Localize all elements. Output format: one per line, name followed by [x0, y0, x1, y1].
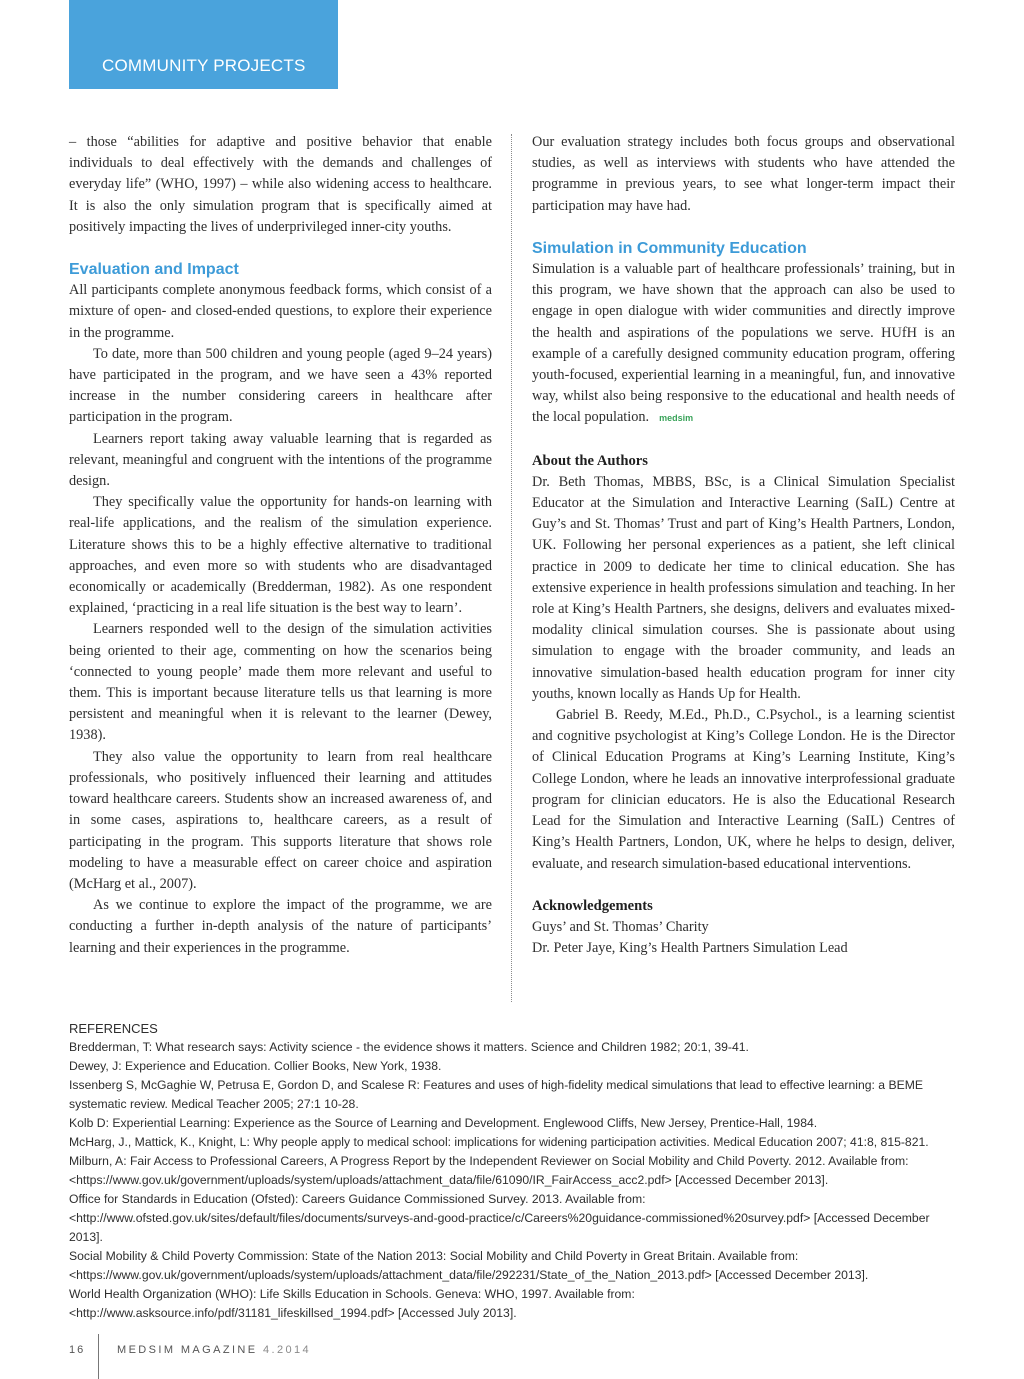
- reference-item: Milburn, A: Fair Access to Professional Careers, A Progress Report by the Independent Reviewer on Social Mobility and Child Poverty. 2012. Available from: <https://www.gov.uk/government/uploads/system/uploads/attachment_data/file/61090/IR_FairAccess_acc2.pdf> [Accessed December 2013].: [69, 1154, 909, 1187]
- reference-item: McHarg, J., Mattick, K., Knight, L: Why people apply to medical school: implications for widening participation activities. Medical Education 2007; 41:8, 815-821.: [69, 1135, 929, 1149]
- section-title: COMMUNITY PROJECTS: [102, 56, 306, 75]
- paragraph-text: Simulation is a valuable part of healthcare professionals’ training, but in this program, we have shown that the approach can also be used to engage in open dialogue with wider communities and directly improve the health and aspirations of the populations we serve. HUfH is an example of a carefully designed community education program, offering youth-focused, experiential learning in a meaningful, fun, and innovative way, whilst also being responsive to the educational and health needs of the local population.: [532, 261, 955, 426]
- paragraph: – those “abilities for adaptive and positive behavior that enable individuals to deal effectively with the demands and challenges of everyday life” (WHO, 1997) – while also widening access to healthcare. It is also the only simulation program that is specifically aimed at positively impacting the lives of underprivileged inner-city youths.: [69, 134, 492, 235]
- references-section: [69, 1019, 957, 1323]
- paragraph: Gabriel B. Reedy, M.Ed., Ph.D., C.Psychol., is a learning scientist and cognitive psychologist at King’s College London. He is the Director of Clinical Education Programs at King’s Learning Institute, King’s College London, where he leads an innovative interprofessional graduate program for clinician educators. He is also the Educational Research Lead for the Simulation and Interactive Learning (SaIL) Centres of King’s Health Partners, London, UK, where he helps to design, deliver, evaluate, and research simulation-based educational interventions.: [532, 707, 955, 872]
- reference-item: Social Mobility & Child Poverty Commission: State of the Nation 2013: Social Mobility and Child Poverty in Great Britain. Available from: <https://www.gov.uk/government/uploads/system/uploads/attachment_data/file/292231/State_of_the_Nation_2013.pdf> [Accessed December 2013].: [69, 1249, 869, 1282]
- heading-about-authors: About the Authors: [532, 452, 648, 469]
- reference-item: Kolb D: Experiential Learning: Experience as the Source of Learning and Development. Englewood Cliffs, New Jersey, Prentice-Hall, 1984.: [69, 1116, 818, 1130]
- paragraph: Learners report taking away valuable learning that is regarded as relevant, meaningful and congruent with the intentions of the programme design.: [69, 430, 492, 490]
- paragraph: All participants complete anonymous feedback forms, which consist of a mixture of open- and closed-ended questions, to explore their experience in the programme.: [69, 282, 492, 341]
- reference-item: Office for Standards in Education (Ofsted): Careers Guidance Commissioned Survey. 2013. Available from: <http://www.ofsted.gov.uk/sites/default/files/documents/surveys-and-good-practice/c/Careers%20guidance-commissioned%20survey.pdf> [Accessed December 2013].: [69, 1192, 930, 1244]
- paragraph: As we continue to explore the impact of the programme, we are conducting a further in-depth analysis of the nature of participants’ learning and their experiences in the programme.: [69, 897, 492, 956]
- paragraph: Our evaluation strategy includes both focus groups and observational studies, as well as interviews with students who have attended the programme in previous years, to see what longer-term impact their participation may have had.: [532, 134, 955, 214]
- magazine-footer: [117, 1344, 311, 1356]
- reference-item: World Health Organization (WHO): Life Skills Education in Schools. Geneva: WHO, 1997. Available from: <http://www.asksource.info/pdf/31181_lifeskillsed_1994.pdf> [Accessed July 2013].: [69, 1287, 635, 1320]
- paragraph: To date, more than 500 children and young people (aged 9–24 years) have participated in the program, and we have seen a 43% reported increase in the number considering careers in healthcare after participation in the program.: [69, 345, 492, 426]
- reference-item: Bredderman, T: What research says: Activity science - the evidence shows it matters. Science and Children 1982; 20:1, 39-41.: [69, 1040, 749, 1054]
- end-mark-logo: medsim: [659, 413, 694, 424]
- right-column: [532, 132, 955, 959]
- heading-evaluation-impact: Evaluation and Impact: [69, 261, 239, 279]
- footer-divider: [98, 1334, 99, 1379]
- references-title: REFERENCES: [69, 1021, 158, 1036]
- paragraph: Dr. Beth Thomas, MBBS, BSc, is a Clinical Simulation Specialist Educator at the Simulation and Interactive Learning (SaIL) Centre at Guy’s and St. Thomas’ Trust and part of King’s Health Partners, London, UK. Following her personal experiences as a patient, she left clinical practice in 2009 to dedicate her time to clinical education. She has extensive experience in health professions simulation and teaching. In her role at King’s Health Partners, she designs, delivers and evaluates mixed-modality clinical simulation courses. She is passionate about using simulation to engage with the broader community, and leads an innovative simulation-based health education program for inner city youths, known locally as Hands Up for Health.: [532, 473, 955, 702]
- acknowledgement-line: Guys’ and St. Thomas’ Charity: [532, 918, 709, 935]
- paragraph: They also value the opportunity to learn from real healthcare professionals, who positively influenced their learning and attitudes toward healthcare careers. Students show an increased awareness of, and in some cases, aspirations to, healthcare careers, as a result of participating in the program. This supports literature that shows role modeling to have a measurable effect on career choice and aspiration (McHarg et al., 2007).: [69, 748, 492, 892]
- paragraph: [532, 259, 955, 430]
- heading-acknowledgements: Acknowledgements: [532, 897, 653, 914]
- paragraph: They specifically value the opportunity for hands-on learning with real-life applications, and the realism of the simulation experience. Literature shows this to be a highly effective alternative to traditional approaches, and even more so with students who are disadvantaged economically or academically (Bredderman, 1982). As one respondent explained, ‘practicing in a real life situation is the best way to learn’.: [69, 494, 492, 617]
- section-header: [69, 0, 338, 89]
- left-column: [69, 132, 492, 959]
- reference-item: Dewey, J: Experience and Education. Collier Books, New York, 1938.: [69, 1059, 442, 1073]
- magazine-name: MEDSIM MAGAZINE: [117, 1344, 258, 1356]
- heading-simulation-community: Simulation in Community Education: [532, 239, 807, 257]
- acknowledgement-line: Dr. Peter Jaye, King’s Health Partners Simulation Lead: [532, 940, 848, 957]
- issue-number: 4.2014: [262, 1344, 312, 1356]
- paragraph: Learners responded well to the design of the simulation activities being oriented to their age, commenting on how the scenarios being ‘connected to young people’ made them more relevant and useful to them. This is important because literature tells us that learning is more persistent and meaningful when it is relevant to the learner (Dewey, 1938).: [69, 621, 492, 744]
- column-divider: [511, 134, 512, 1002]
- reference-item: Issenberg S, McGaghie W, Petrusa E, Gordon D, and Scalese R: Features and uses of high-fidelity medical simulations that lead to effective learning: a BEME systematic review. Medical Teacher 2005; 27:1 10-28.: [69, 1078, 924, 1111]
- page-number: 16: [69, 1344, 86, 1356]
